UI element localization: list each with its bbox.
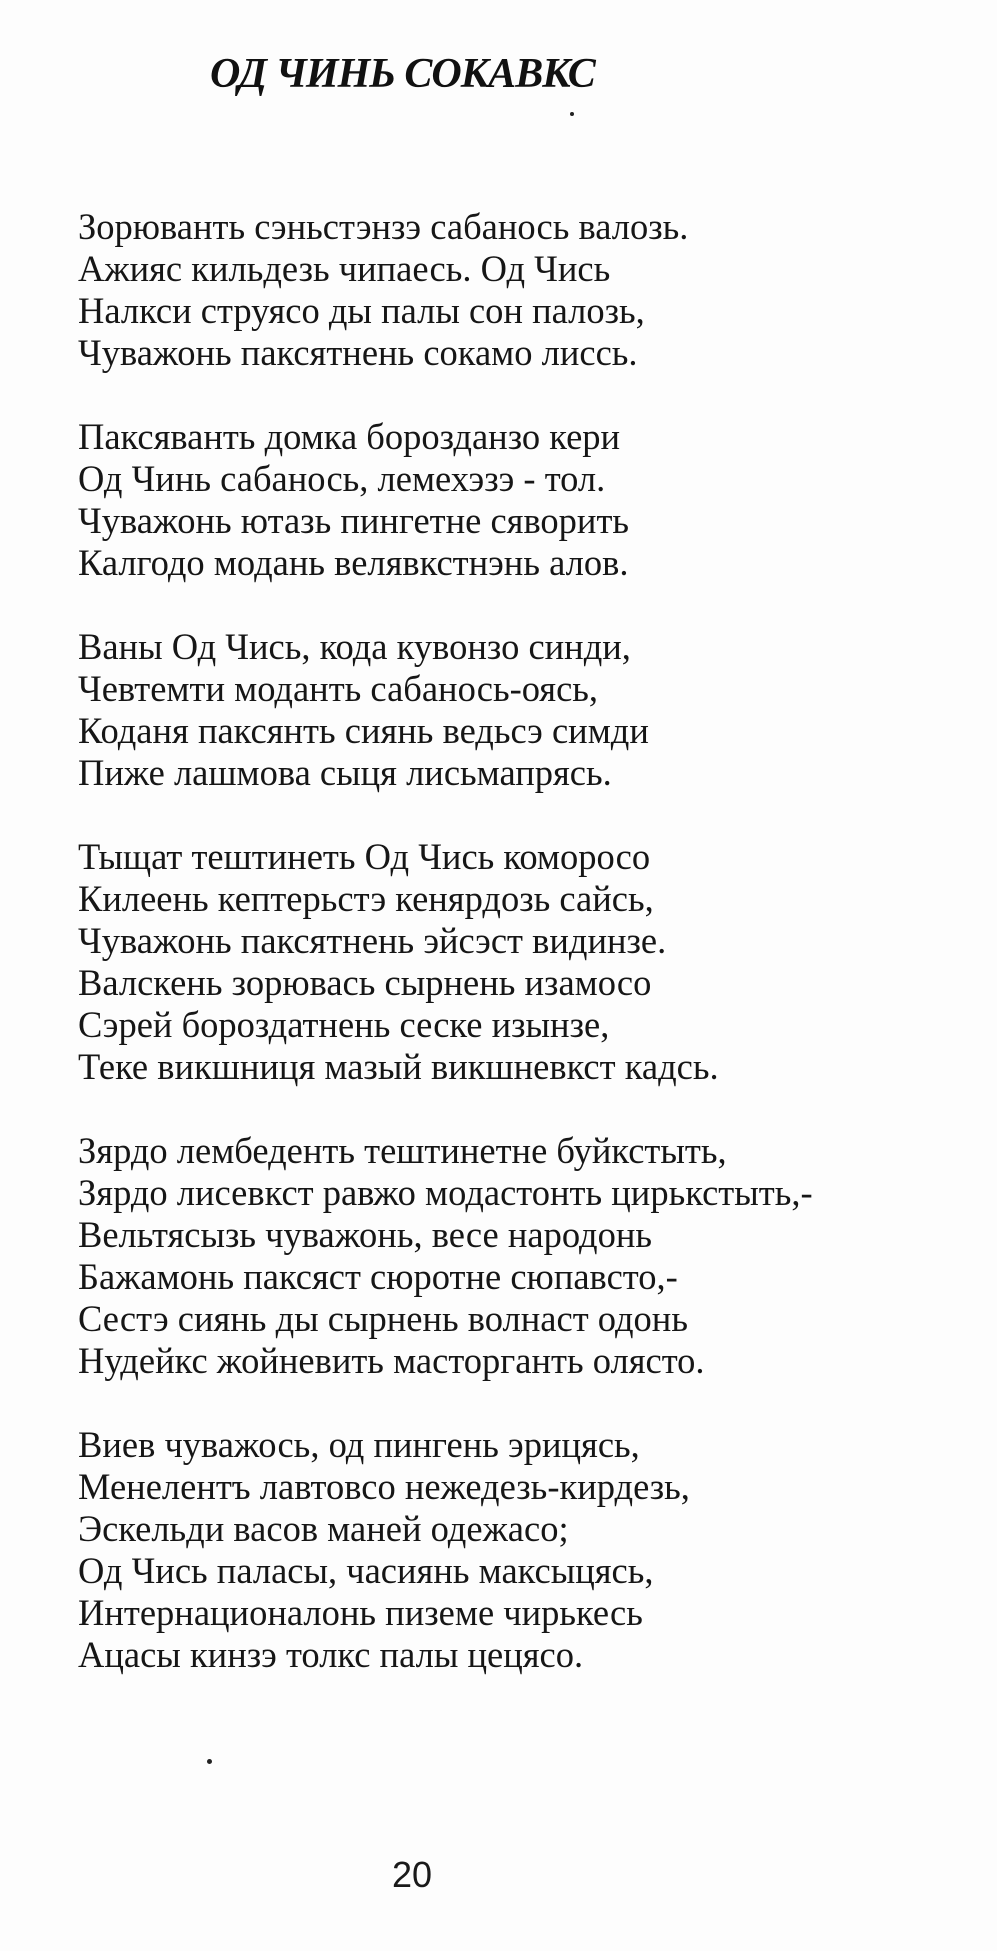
poem-line: Чевтемти моданть сабанось-оясь, bbox=[78, 668, 599, 709]
print-speck bbox=[207, 1759, 212, 1764]
stanza bbox=[78, 416, 978, 584]
poem-line: Виев чуважось, од пингень эрицясь, bbox=[78, 1424, 640, 1465]
poem-line: Вельтясызь чуважонь, весе народонь bbox=[78, 1214, 653, 1255]
stanza bbox=[78, 1424, 978, 1676]
poem-line: Калгодо модань велявкстнэнь алов. bbox=[78, 542, 629, 583]
poem-line: Нудейкс жойневить масторганть олясто. bbox=[78, 1340, 705, 1381]
poem-line: Килеень кептерьстэ кенярдозь сайсь, bbox=[78, 878, 654, 919]
stanza bbox=[78, 1130, 978, 1382]
poem-line: Ацасы кинзэ толкс палы цецясо. bbox=[78, 1634, 584, 1675]
poem-line: Чуважонь паксятнень сокамо лиссь. bbox=[78, 332, 638, 373]
poem-line: Од Чинь сабанось, лемехэзэ - тол. bbox=[78, 458, 606, 499]
poem-line: Эскельди васов маней одежасо; bbox=[78, 1508, 569, 1549]
poem-line: Зорюванть сэньстэнзэ сабанось валозь. bbox=[78, 206, 689, 247]
poem-line: Менелентъ лавтовсо нежедезь-кирдезь, bbox=[78, 1466, 690, 1507]
page-number: 20 bbox=[392, 1854, 433, 1895]
poem-line: Бажамонь паксяст сюротне сюпавсто,- bbox=[78, 1256, 678, 1297]
poem-line: Паксяванть домка бороздaнзо кери bbox=[78, 416, 621, 457]
poem-body bbox=[78, 206, 978, 1718]
stanza bbox=[78, 206, 978, 374]
stanza bbox=[78, 836, 978, 1088]
poem-line: Ваны Од Чись, кода кувонзо синди, bbox=[78, 626, 631, 667]
poem-line: Зярдо лисевкст равжо модастонть цирькстыть,- bbox=[78, 1172, 813, 1213]
poem-line: Налкси струясо ды палы сон палозь, bbox=[78, 290, 645, 331]
poem-line: Тыщат тештинеть Од Чись коморосо bbox=[78, 836, 651, 877]
poem-line: Сэрей бороздатнень сеске изынзе, bbox=[78, 1004, 610, 1045]
poem-line: Чуважонь паксятнень эйсэст видинзе. bbox=[78, 920, 667, 961]
poem-line: Коданя паксянть сиянь ведьсэ симди bbox=[78, 710, 649, 751]
poem-line: Ажияс кильдезь чипаесь. Од Чись bbox=[78, 248, 611, 289]
poem-line: Валскень зорювась сырнень изамосо bbox=[78, 962, 652, 1003]
print-speck bbox=[570, 112, 574, 116]
stanza bbox=[78, 626, 978, 794]
poem-line: Интернационалонь пиземе чирькесь bbox=[78, 1592, 643, 1633]
poem-line: Пиже лашмова сыця лисьмапрясь. bbox=[78, 752, 612, 793]
poem-line: Од Чись паласы, часиянь максыцясь, bbox=[78, 1550, 654, 1591]
poem-line: Чуважонь ютазь пингетне сяворить bbox=[78, 500, 630, 541]
poem-line: Теке викшниця мазый викшневкст кадсь. bbox=[78, 1046, 719, 1087]
poem-title: ОД ЧИНЬ СОКАВКС bbox=[210, 51, 595, 97]
poem-line: Сестэ сиянь ды сырнень волнаст одонь bbox=[78, 1298, 688, 1339]
poem-line: Зярдо лембеденть тештинетне буйкстыть, bbox=[78, 1130, 727, 1171]
